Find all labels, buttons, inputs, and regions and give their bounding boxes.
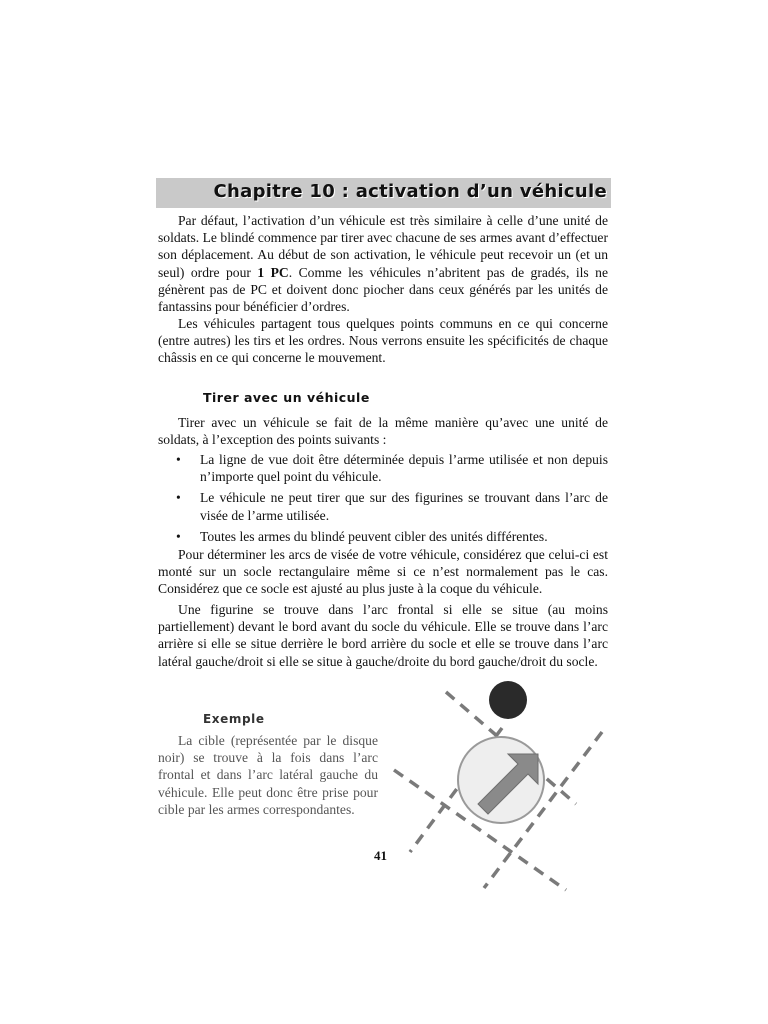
bullet-icon: • — [176, 528, 181, 544]
bullet-text: La ligne de vue doit être déterminée depuis l’arme utilisée et non depuis n’importe quel point du véhicule. — [200, 452, 608, 485]
target-disc-icon — [489, 681, 527, 719]
bullet-text: Le véhicule ne peut tirer que sur des figurines se trouvant dans l’arc de visée de l’arme utilisée. — [200, 490, 608, 523]
example-text: La cible (représentée par le disque noir) se trouve à la fois dans l’arc frontal et dans l’arc latéral gauche du véhicule. Elle peut donc être prise pour cible par les armes correspondantes. — [158, 733, 378, 817]
section-title: Tirer avec un véhicule — [203, 390, 370, 405]
list-item — [158, 451, 608, 485]
figurine-paragraph: Une figurine se trouve dans l’arc frontal si elle se situe (au moins partiellement) devant le bord avant du socle du véhicule. Elle se trouve dans l’arc arrière si elle se situe derrière le bord arrière du socle et elle se trouve dans l’arc latéral gauche/droit si elle se situe à gauche/droite du bord gauche/droit du socle. — [158, 602, 608, 669]
arcs-paragraph: Pour déterminer les arcs de visée de votre véhicule, considérez que celui-ci est monté sur un socle rectangulaire même si ce n’est normalement pas le cas. Considérez que ce socle est ajusté au plus juste à la coque du véhicule. — [158, 547, 608, 597]
vehicle-base — [458, 737, 544, 823]
page-number: 41 — [374, 848, 387, 863]
common-paragraph: Les véhicules partagent tous quelques points communs en ce qui concerne (entre autres) les tirs et les ordres. Nous verrons ensuite les spécificités de chaque châssis en ce qui concerne le mouvement. — [158, 316, 608, 366]
intro-text-end: . Comme les véhicules n’abritent pas de gradés, ils ne génèrent pas de PC et doivent donc piocher dans ceux générés par les unités de fantassins pour bénéficier d’ordres. — [158, 264, 609, 315]
intro-text: Par défaut, l’activation d’un véhicule est très similaire à celle d’une unité de soldats. Le blindé commence par tirer avec chacune de ses armes avant d’effectuer son déplacement. Au début de son activation, le véhicule peut recevoir un (et un seul) ordre pour — [158, 213, 608, 280]
bullet-icon: • — [176, 452, 181, 467]
list-item — [158, 489, 608, 523]
firing-arc-diagram — [390, 676, 606, 896]
intro-bold-cost: 1 PC — [257, 264, 289, 280]
list-item — [158, 528, 608, 545]
chapter-header — [156, 178, 611, 208]
bullet-icon: • — [176, 490, 181, 506]
bullet-text: Toutes les armes du blindé peuvent cibler des unités différentes. — [200, 528, 548, 544]
example-title: Exemple — [203, 712, 265, 726]
rules-bullet-list — [158, 451, 608, 549]
section-intro-paragraph: Tirer avec un véhicule se fait de la même manière qu’avec une unité de soldats, à l’exception des points suivants : — [158, 415, 608, 448]
intro-paragraph — [158, 212, 608, 315]
chapter-title: Chapitre 10 : activation d’un véhicule — [213, 181, 607, 202]
